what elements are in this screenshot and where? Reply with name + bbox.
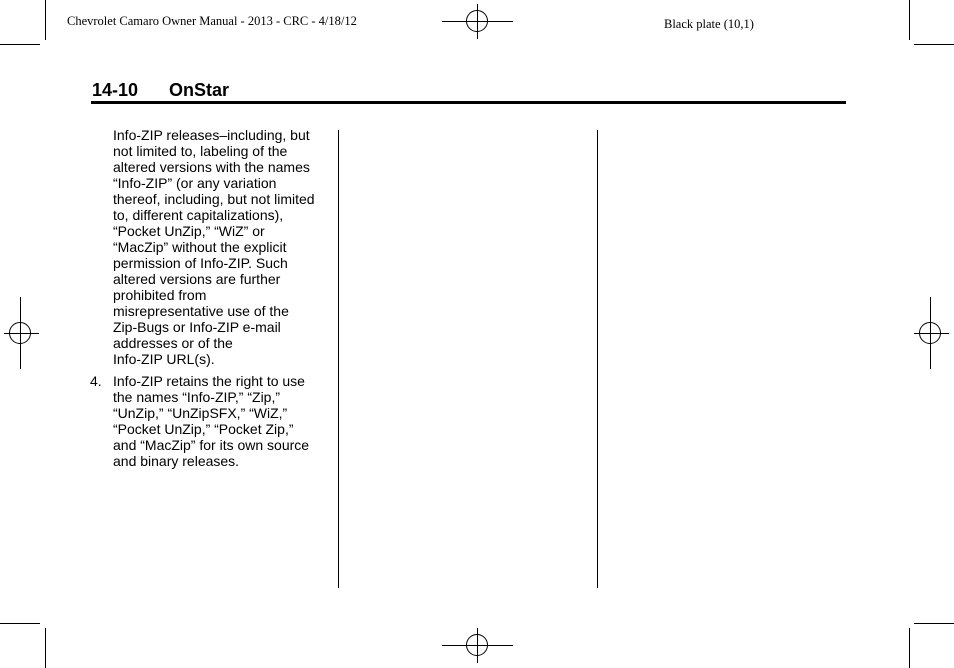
registration-mark-bottom-circle: [466, 634, 488, 656]
list-item-4: [90, 373, 333, 469]
list-item-text: Info-ZIP retains the right to use the names “Info-ZIP,” “Zip,” “UnZip,” “UnZipSFX,” “WiZ,” “Pocket UnZip,” “Pocket Zip,” and “MacZip” for its own source and binary releases.: [113, 373, 310, 469]
continued-paragraph: Info-ZIP releases–including, but not limited to, labeling of the altered versions with the names “Info-ZIP” (or any variation thereof, including, but not limited to, different capitalizations), “Pocket UnZip,” “WiZ” or “MacZip” without the explicit permission of Info-ZIP. Such altered versions are further prohibited from misrepresentative use of the Zip-Bugs or Info-ZIP e-mail addresses or of the Info-ZIP URL(s).: [113, 127, 315, 367]
crop-mark-top-right-h: [914, 44, 954, 45]
crop-mark-bottom-right-v: [909, 628, 910, 668]
column-1: [90, 127, 333, 469]
crop-mark-top-left-h: [0, 44, 40, 45]
crop-mark-bottom-left-h: [0, 623, 40, 624]
column-divider-1: [338, 130, 339, 588]
crop-mark-bottom-left-v: [45, 628, 46, 668]
crop-mark-top-right-v: [909, 0, 910, 40]
registration-mark-left-circle: [9, 322, 31, 344]
section-heading: [92, 80, 229, 101]
heading-rule: [91, 101, 846, 104]
page-number: 14-10: [92, 80, 139, 100]
print-header-info: Chevrolet Camaro Owner Manual - 2013 - CRC - 4/18/12: [67, 14, 357, 28]
registration-mark-top-circle: [466, 10, 488, 32]
registration-mark-right-circle: [919, 322, 941, 344]
plate-label: Black plate (10,1): [664, 17, 754, 31]
section-title: OnStar: [169, 80, 230, 100]
crop-mark-bottom-right-h: [914, 623, 954, 624]
list-item-number: 4.: [90, 373, 102, 389]
crop-mark-top-left-v: [45, 0, 46, 40]
column-divider-2: [597, 130, 598, 588]
